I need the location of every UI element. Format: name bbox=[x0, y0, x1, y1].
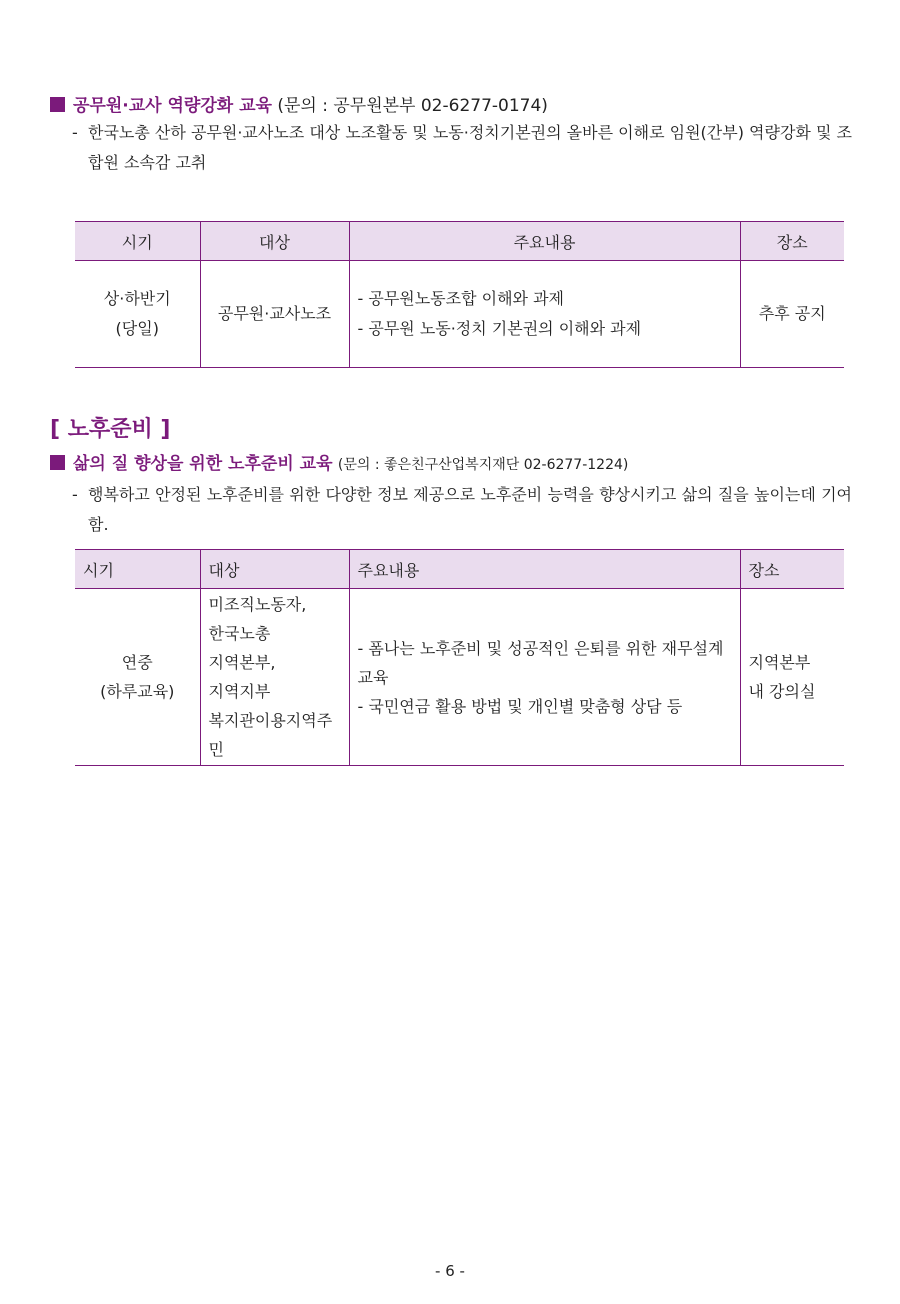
header-contents: 주요내용 bbox=[349, 222, 740, 261]
cell-period: 상·하반기 (당일) bbox=[75, 261, 200, 368]
cell-target: 미조직노동자, 한국노총 지역본부, 지역지부 복지관이용지역주 민 bbox=[200, 589, 349, 766]
table-header-row bbox=[75, 222, 844, 261]
cell-place: 추후 공지 bbox=[740, 261, 844, 368]
square-bullet-icon bbox=[50, 455, 65, 470]
table-header-row bbox=[75, 550, 844, 589]
cell-period: 연중 (하루교육) bbox=[75, 589, 200, 766]
section-title: 삶의 질 향상을 위한 노후준비 교육 bbox=[73, 454, 333, 474]
cell-contents: - 폼나는 노후준비 및 성공적인 은퇴를 위한 재무설계 교육 - 국민연금 활용 방법 및 개인별 맞춤형 상담 등 bbox=[349, 589, 740, 766]
cell-contents: - 공무원노동조합 이해와 과제 - 공무원 노동·정치 기본권의 이해와 과제 bbox=[349, 261, 740, 368]
header-place: 장소 bbox=[740, 550, 844, 589]
table-row bbox=[75, 261, 844, 368]
header-target: 대상 bbox=[200, 222, 349, 261]
section-inquiry: (문의 : 공무원본부 02-6277-0174) bbox=[277, 96, 548, 116]
training-table-civil-servant bbox=[75, 221, 844, 368]
section-heading-civil-servant-training bbox=[50, 95, 548, 117]
header-period: 시기 bbox=[75, 550, 200, 589]
training-table-retirement bbox=[75, 549, 844, 766]
header-contents: 주요내용 bbox=[349, 550, 740, 589]
cell-target: 공무원·교사노조 bbox=[200, 261, 349, 368]
square-bullet-icon bbox=[50, 97, 65, 112]
section-description: - 한국노총 산하 공무원·교사노조 대상 노조활동 및 노동·정치기본권의 올바른 이해로 임원(간부) 역량강화 및 조합원 소속감 고취 bbox=[72, 123, 852, 172]
header-target: 대상 bbox=[200, 550, 349, 589]
category-heading: [ 노후준비 ] bbox=[50, 417, 171, 442]
section-heading-retirement-training bbox=[50, 453, 628, 476]
section-title: 공무원·교사 역량강화 교육 bbox=[73, 96, 272, 116]
table-row bbox=[75, 589, 844, 766]
cell-place: 지역본부 내 강의실 bbox=[740, 589, 844, 766]
header-place: 장소 bbox=[740, 222, 844, 261]
section-description: - 행복하고 안정된 노후준비를 위한 다양한 정보 제공으로 노후준비 능력을 향상시키고 삶의 질을 높이는데 기여함. bbox=[72, 485, 852, 534]
header-period: 시기 bbox=[75, 222, 200, 261]
section-inquiry: (문의 : 좋은친구산업복지재단 02-6277-1224) bbox=[337, 457, 629, 473]
page-number: - 6 - bbox=[435, 1262, 465, 1280]
